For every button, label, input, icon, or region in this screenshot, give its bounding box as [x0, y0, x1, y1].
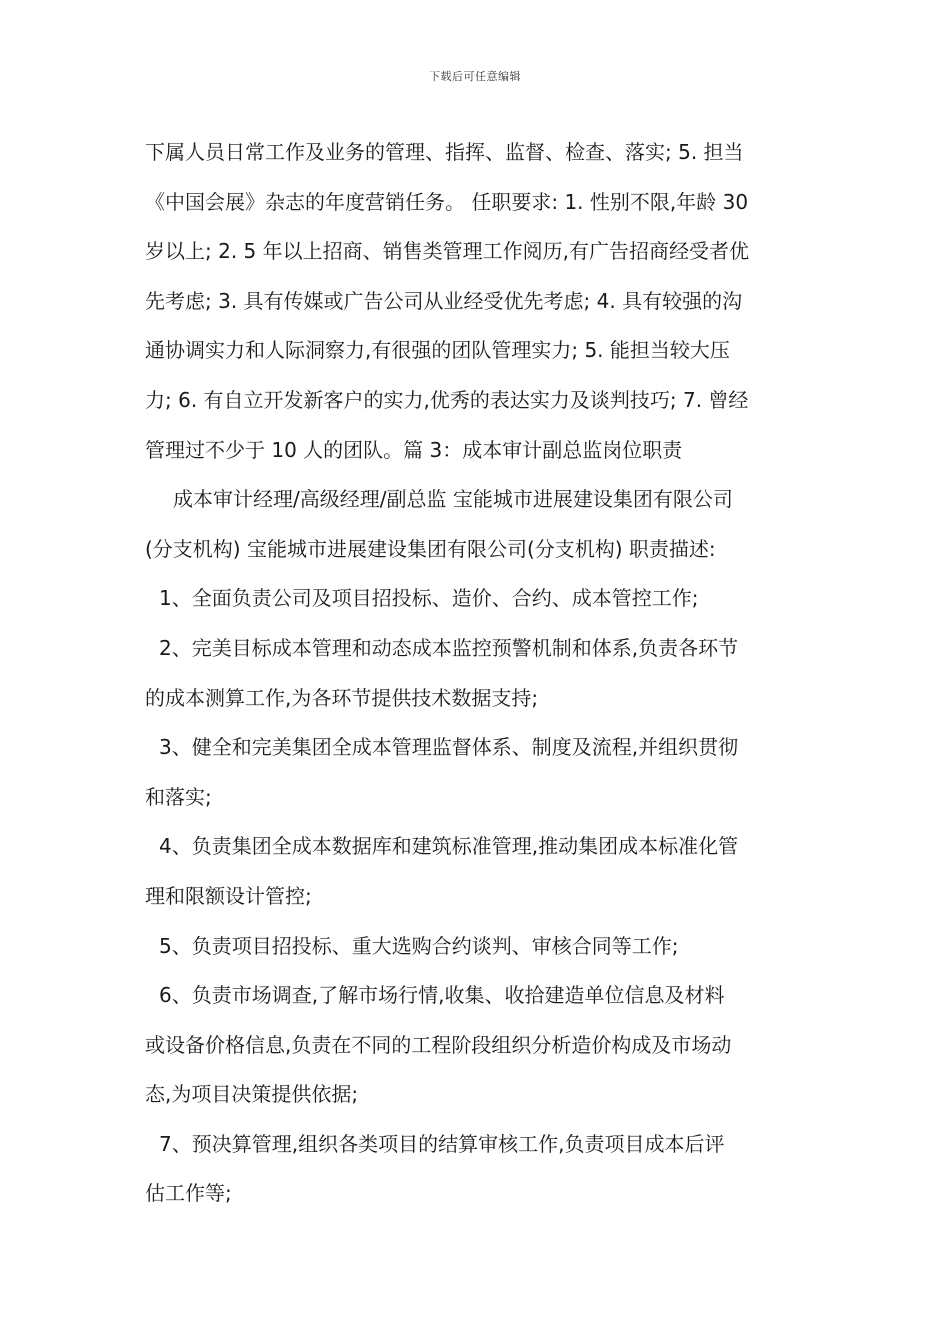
paragraph-line: 管理过不少于 10 人的团队。篇 3：成本审计副总监岗位职责: [145, 437, 683, 462]
list-item-line: 5、负责项目招投标、重大选购合约谈判、审核合同等工作;: [159, 933, 679, 958]
list-item-line: 7、预决算管理,组织各类项目的结算审核工作,负责项目成本后评: [159, 1131, 725, 1156]
document-body: [145, 128, 810, 1219]
list-item-continuation: 的成本测算工作,为各环节提供技术数据支持;: [145, 685, 539, 710]
list-item-continuation: 理和限额设计管控;: [145, 883, 312, 908]
list-item-line: 1、全面负责公司及项目招投标、造价、合约、成本管控工作;: [159, 586, 699, 611]
list-item-line: 6、负责市场调查,了解市场行情,收集、收拾建造单位信息及材料: [159, 983, 725, 1008]
paragraph-line: 岁以上; 2. 5 年以上招商、销售类管理工作阅历,有广告招商经受者优: [145, 239, 749, 264]
paragraph-line: 通协调实力和人际洞察力,有很强的团队管理实力; 5. 能担当较大压: [145, 338, 730, 363]
paragraph-line: 力; 6. 有自立开发新客户的实力,优秀的表达实力及谈判技巧; 7. 曾经: [145, 387, 749, 412]
page-header: 下载后可任意编辑: [429, 70, 521, 83]
paragraph-line: 成本审计经理/高级经理/副总监 宝能城市进展建设集团有限公司: [173, 487, 733, 512]
list-item-continuation: 估工作等;: [145, 1181, 232, 1206]
list-item-continuation: 态,为项目决策提供依据;: [145, 1082, 359, 1107]
list-item-continuation: 或设备价格信息,负责在不同的工程阶段组织分析造价构成及市场动: [145, 1032, 732, 1057]
paragraph-line: 下属人员日常工作及业务的管理、指挥、监督、检查、落实; 5. 担当: [145, 140, 744, 164]
list-item-continuation: 和落实;: [145, 784, 212, 809]
list-item-line: 4、负责集团全成本数据库和建筑标准管理,推动集团成本标准化管: [159, 834, 739, 859]
list-item-line: 3、健全和完美集团全成本管理监督体系、制度及流程,并组织贯彻: [159, 735, 739, 760]
paragraph-line: 《中国会展》杂志的年度营销任务。 任职要求: 1. 性别不限,年龄 30: [145, 189, 749, 214]
list-item-line: 2、完美目标成本管理和动态成本监控预警机制和体系,负责各环节: [159, 635, 739, 660]
paragraph-line: 先考虑; 3. 具有传媒或广告公司从业经受优先考虑; 4. 具有较强的沟: [145, 288, 743, 313]
paragraph-line: (分支机构) 宝能城市进展建设集团有限公司(分支机构) 职责描述:: [145, 536, 716, 561]
